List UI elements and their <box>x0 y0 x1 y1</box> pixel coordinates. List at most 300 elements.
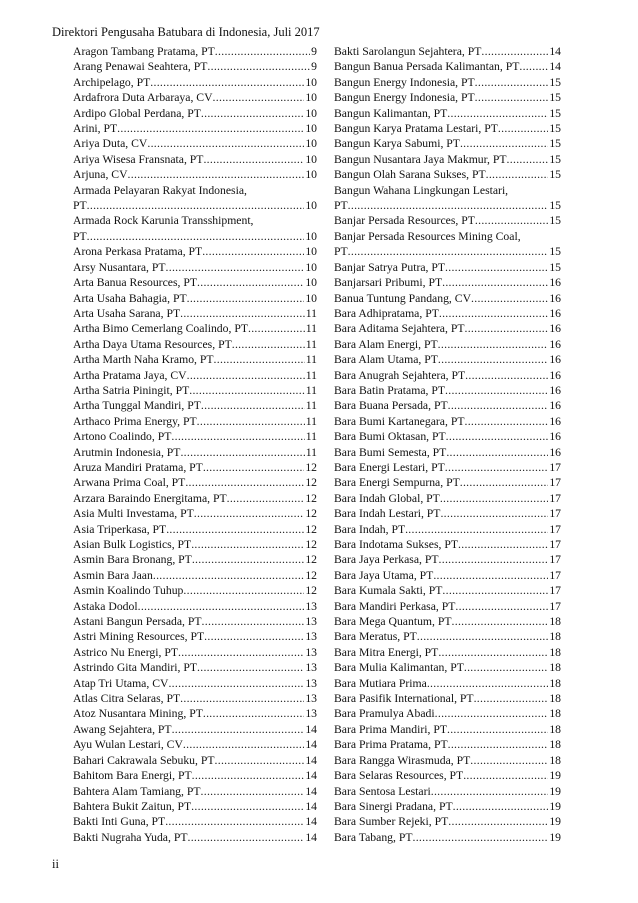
entry-page-number: 12 <box>305 568 317 582</box>
dot-leader <box>427 676 548 691</box>
entry-page-number: 15 <box>549 260 561 274</box>
entry-name: Bara Rangga Wirasmuda, PT <box>334 753 471 767</box>
index-column-left <box>73 44 317 845</box>
dot-leader <box>194 506 305 521</box>
entry-name: Atap Tri Utama, CV <box>73 676 169 690</box>
dot-leader <box>166 260 305 275</box>
index-entry <box>73 275 317 290</box>
entry-page-number: 16 <box>549 306 561 320</box>
dot-leader <box>455 599 548 614</box>
entry-name: Arang Penawai Seahtera, PT <box>73 60 208 74</box>
entry-name: Bara Indah Global, PT <box>334 491 440 505</box>
entry-page-number: 14 <box>305 799 317 813</box>
index-entry <box>73 799 317 814</box>
index-entry <box>73 445 317 460</box>
entry-name: Bangun Nusantara Jaya Makmur, PT <box>334 152 507 166</box>
entry-page-number: 13 <box>305 645 317 659</box>
entry-name: Astrico Nu Energi, PT <box>73 645 178 659</box>
index-entry <box>334 814 561 829</box>
page-header: Direktori Pengusaha Batubara di Indonesia, Juli 2017 <box>52 25 320 39</box>
dot-leader <box>448 814 548 829</box>
dot-leader <box>202 614 305 629</box>
dot-leader <box>453 799 549 814</box>
dot-leader <box>412 830 548 845</box>
index-entry <box>73 583 317 598</box>
dot-leader <box>481 44 548 59</box>
entry-name: Artha Daya Utama Resources, PT <box>73 337 232 351</box>
index-entry <box>73 59 317 74</box>
dot-leader <box>448 737 549 752</box>
entry-name-first-line: Armada Pelayaran Rakyat Indonesia, <box>73 183 247 197</box>
dot-leader <box>197 660 304 675</box>
index-entry <box>73 568 317 583</box>
entry-page-number: 12 <box>305 507 317 521</box>
entry-page-number: 18 <box>549 753 561 767</box>
entry-name: Arta Banua Resources, PT <box>73 276 197 290</box>
dot-leader <box>348 198 549 213</box>
dot-leader <box>202 244 304 259</box>
dot-leader <box>197 414 305 429</box>
entry-name: Bakti Sarolangun Sejahtera, PT <box>334 45 482 58</box>
entry-page-number: 15 <box>549 168 561 182</box>
entry-name: Artha Satria Piningit, PT <box>73 383 190 397</box>
index-entry <box>73 121 317 136</box>
dot-leader <box>153 568 304 583</box>
entry-page-number: 12 <box>305 584 317 598</box>
entry-name: Astri Mining Resources, PT <box>73 630 205 644</box>
dot-leader <box>433 568 548 583</box>
index-entry <box>73 753 317 768</box>
entry-name: Astaka Dodol <box>73 599 138 613</box>
entry-name: Banua Tuntung Pandang, CV <box>334 291 472 305</box>
entry-page-number: 16 <box>549 322 561 336</box>
index-entry <box>73 352 317 367</box>
index-entry <box>334 706 561 721</box>
entry-name: Arzara Baraindo Energitama, PT <box>73 491 227 505</box>
index-entry <box>334 645 561 660</box>
index-entry <box>334 152 561 167</box>
entry-name: Aragon Tambang Pratama, PT <box>73 45 215 58</box>
index-entry <box>73 629 317 644</box>
index-entry <box>334 429 561 444</box>
dot-leader <box>180 306 305 321</box>
dot-leader <box>438 352 548 367</box>
entry-page-number: 19 <box>549 815 561 829</box>
entry-page-number: 13 <box>305 661 317 675</box>
dot-leader <box>203 460 304 475</box>
index-entry <box>73 383 317 398</box>
entry-name: Arthaco Prima Energy, PT <box>73 414 197 428</box>
index-entry <box>334 106 561 121</box>
dot-leader <box>203 706 304 721</box>
index-entry <box>73 768 317 783</box>
index-entry <box>73 784 317 799</box>
entry-page-number: 10 <box>305 106 317 120</box>
entry-name: Artha Tunggal Mandiri, PT <box>73 399 201 413</box>
index-entry <box>334 768 561 783</box>
index-entry <box>334 722 561 737</box>
index-entry <box>73 152 317 167</box>
entry-name: Asmin Bara Bronang, PT <box>73 553 192 567</box>
index-entry <box>73 660 317 675</box>
dot-leader <box>248 321 305 336</box>
entry-page-number: 16 <box>549 337 561 351</box>
dot-leader <box>470 753 548 768</box>
index-entry <box>334 537 561 552</box>
entry-name: Bangun Olah Sarana Sukses, PT <box>334 168 486 182</box>
entry-page-number: 10 <box>305 122 317 136</box>
index-entry <box>73 75 317 90</box>
dot-leader <box>192 552 305 567</box>
entry-name: PT <box>334 199 348 213</box>
entry-page-number: 18 <box>549 615 561 629</box>
index-entry <box>334 136 561 151</box>
entry-name: Bakti Inti Guna, PT <box>73 815 166 829</box>
entry-name: Awang Sejahtera, PT <box>73 722 172 736</box>
index-entry <box>73 260 317 275</box>
entry-page-number: 11 <box>305 306 317 320</box>
entry-page-number: 16 <box>549 430 561 444</box>
entry-name: Asmin Bara Jaan <box>73 568 153 582</box>
index-entry <box>334 784 561 799</box>
entry-page-number: 17 <box>549 584 561 598</box>
entry-name: Archipelago, PT <box>73 75 151 89</box>
index-entry <box>73 737 317 752</box>
dot-leader <box>438 337 549 352</box>
entry-name: Bara Bumi Kartanegara, PT <box>334 414 465 428</box>
index-entry <box>334 229 561 260</box>
dot-leader <box>405 522 548 537</box>
entry-page-number: 11 <box>305 368 317 382</box>
entry-page-number: 10 <box>305 75 317 89</box>
dot-leader <box>474 691 549 706</box>
entry-name: Arona Perkasa Pratama, PT <box>73 245 203 259</box>
entry-name-first-line: Armada Rock Karunia Transshipment, <box>73 214 254 228</box>
dot-leader <box>439 306 548 321</box>
dot-leader <box>214 352 305 367</box>
index-entry <box>334 568 561 583</box>
page-number: ii <box>52 857 59 871</box>
index-entry <box>73 337 317 352</box>
entry-name: Bara Energi Sempurna, PT <box>334 476 460 490</box>
index-entry <box>334 321 561 336</box>
entry-page-number: 16 <box>549 276 561 290</box>
index-entry <box>73 244 317 259</box>
entry-page-number: 15 <box>549 75 561 89</box>
index-entry <box>334 614 561 629</box>
dot-leader <box>460 475 549 490</box>
entry-name: Arjuna, CV <box>73 168 128 182</box>
entry-name: Arini, PT <box>73 122 118 136</box>
entry-page-number: 17 <box>549 507 561 521</box>
entry-name: PT <box>334 245 348 259</box>
entry-name: Banjar Persada Resources, PT <box>334 214 475 228</box>
entry-page-number: 11 <box>305 322 317 336</box>
index-entry <box>73 106 317 121</box>
index-entry <box>73 645 317 660</box>
entry-page-number: 17 <box>549 553 561 567</box>
entry-page-number: 11 <box>305 445 317 459</box>
entry-page-number: 10 <box>305 229 317 243</box>
index-entry <box>334 460 561 475</box>
dot-leader <box>180 445 304 460</box>
entry-name: Atoz Nusantara Mining, PT <box>73 707 203 721</box>
entry-page-number: 11 <box>305 383 317 397</box>
dot-leader <box>486 167 549 182</box>
dot-leader <box>498 121 548 136</box>
dot-leader <box>191 537 304 552</box>
dot-leader <box>227 491 305 506</box>
dot-leader <box>446 429 549 444</box>
entry-name: Ariya Wisesa Fransnata, PT <box>73 152 204 166</box>
entry-name: Bara Mutiara Prima <box>334 676 427 690</box>
entry-page-number: 16 <box>549 383 561 397</box>
entry-name: Bahari Cakrawala Sebuku, PT <box>73 753 215 767</box>
dot-leader <box>185 475 304 490</box>
entry-page-number: 15 <box>549 137 561 151</box>
index-entry <box>334 75 561 90</box>
entry-page-number: 16 <box>549 445 561 459</box>
entry-name: Artha Pratama Jaya, CV <box>73 368 187 382</box>
entry-page-number: 15 <box>549 245 561 259</box>
index-entry <box>73 676 317 691</box>
index-entry <box>334 121 561 136</box>
entry-name: Bara Indah Lestari, PT <box>334 507 441 521</box>
dot-leader <box>431 784 549 799</box>
entry-name: Asia Triperkasa, PT <box>73 522 167 536</box>
entry-page-number: 10 <box>305 152 317 166</box>
index-entry <box>73 429 317 444</box>
dot-leader <box>201 784 305 799</box>
entry-name: Bara Tabang, PT <box>334 830 413 844</box>
entry-page-number: 14 <box>305 784 317 798</box>
entry-name: Bahtera Bukit Zaitun, PT <box>73 799 192 813</box>
entry-name: Astani Bangun Persada, PT <box>73 615 202 629</box>
dot-leader <box>447 722 548 737</box>
dot-leader <box>440 491 549 506</box>
dot-leader <box>168 676 304 691</box>
index-entry <box>73 491 317 506</box>
entry-page-number: 15 <box>549 152 561 166</box>
entry-page-number: 17 <box>549 522 561 536</box>
entry-page-number: 16 <box>549 399 561 413</box>
entry-name: Bara Jaya Perkasa, PT <box>334 553 439 567</box>
entry-page-number: 15 <box>549 122 561 136</box>
index-entry <box>334 522 561 537</box>
index-entry <box>73 90 317 105</box>
entry-name: Bara Sumber Rejeki, PT <box>334 815 449 829</box>
entry-name: PT <box>73 199 87 213</box>
index-entry <box>73 136 317 151</box>
index-entry <box>73 414 317 429</box>
entry-page-number: 11 <box>305 414 317 428</box>
entry-page-number: 19 <box>549 769 561 783</box>
entry-name: Bara Indotama Sukses, PT <box>334 538 458 551</box>
index-entry <box>334 352 561 367</box>
dot-leader <box>464 660 548 675</box>
entry-name: Ayu Wulan Lestari, CV <box>73 738 183 752</box>
entry-page-number: 18 <box>549 630 561 644</box>
entry-page-number: 11 <box>305 353 317 367</box>
entry-page-number: 13 <box>305 676 317 690</box>
entry-name: Arta Usaha Bahagia, PT <box>73 291 187 305</box>
dot-leader <box>438 645 548 660</box>
index-entry <box>73 460 317 475</box>
index-entry <box>73 291 317 306</box>
dot-leader <box>460 136 548 151</box>
index-entry <box>334 583 561 598</box>
entry-name: Bangun Energy Indonesia, PT <box>334 91 475 105</box>
dot-leader <box>507 152 549 167</box>
dot-leader <box>446 445 548 460</box>
entry-page-number: 13 <box>305 599 317 613</box>
index-entry <box>334 445 561 460</box>
dot-leader <box>215 44 310 59</box>
index-entry <box>73 522 317 537</box>
entry-page-number: 12 <box>305 476 317 490</box>
entry-page-number: 19 <box>549 784 561 798</box>
dot-leader <box>183 737 304 752</box>
entry-name: Bara Mega Quantum, PT <box>334 615 452 629</box>
dot-leader <box>172 722 305 737</box>
entry-page-number: 13 <box>305 615 317 629</box>
entry-page-number: 15 <box>549 106 561 120</box>
entry-page-number: 12 <box>305 538 317 551</box>
dot-leader <box>464 321 548 336</box>
dot-leader <box>475 213 548 228</box>
index-entry <box>73 183 317 214</box>
dot-leader <box>128 167 305 182</box>
entry-name: Ardafrora Duta Arbaraya, CV <box>73 91 213 105</box>
index-entry <box>334 398 561 413</box>
index-entry <box>334 306 561 321</box>
index-entry <box>73 167 317 182</box>
entry-name: Bahtera Alam Tamiang, PT <box>73 784 201 798</box>
index-entry <box>334 737 561 752</box>
dot-leader <box>147 136 304 151</box>
dot-leader <box>215 753 305 768</box>
entry-name: Bakti Nugraha Yuda, PT <box>73 830 188 844</box>
index-entry <box>334 414 561 429</box>
dot-leader <box>187 291 305 306</box>
entry-name: Bara Selaras Resources, PT <box>334 769 464 783</box>
dot-leader <box>165 814 304 829</box>
entry-name: Ardipo Global Perdana, PT <box>73 106 201 120</box>
entry-name: Arsy Nusantara, PT <box>73 260 166 274</box>
index-entry <box>334 629 561 644</box>
index-entry <box>334 90 561 105</box>
entry-name: Bangun Kalimantan, PT <box>334 106 448 120</box>
index-entry <box>73 830 317 845</box>
index-entry <box>334 383 561 398</box>
dot-leader <box>464 414 548 429</box>
dot-leader <box>447 106 548 121</box>
dot-leader <box>463 768 548 783</box>
entry-page-number: 14 <box>305 722 317 736</box>
dot-leader <box>452 614 549 629</box>
dot-leader <box>192 768 305 783</box>
entry-name-first-line: Banjar Persada Resources Mining Coal, <box>334 229 521 243</box>
index-entry <box>334 753 561 768</box>
dot-leader <box>445 260 548 275</box>
dot-leader <box>197 275 304 290</box>
entry-page-number: 14 <box>549 60 561 74</box>
entry-name: Atlas Citra Selaras, PT <box>73 692 181 706</box>
entry-name: Bangun Banua Persada Kalimantan, PT <box>334 60 520 74</box>
dot-leader <box>171 429 304 444</box>
entry-name: Bara Mitra Energi, PT <box>334 645 439 659</box>
index-entry <box>73 213 317 244</box>
entry-name: PT <box>73 229 87 243</box>
entry-page-number: 16 <box>549 414 561 428</box>
entry-name: Ariya Duta, CV <box>73 137 148 151</box>
entry-page-number: 19 <box>549 799 561 813</box>
dot-leader <box>187 368 305 383</box>
entry-name: Bara Buana Persada, PT <box>334 399 448 413</box>
index-entry <box>334 691 561 706</box>
entry-page-number: 11 <box>305 430 317 444</box>
entry-name: Bara Pasifik International, PT <box>334 692 474 706</box>
entry-page-number: 18 <box>549 692 561 706</box>
dot-leader <box>150 75 304 90</box>
dot-leader <box>465 368 548 383</box>
index-entry <box>73 722 317 737</box>
dot-leader <box>166 522 304 537</box>
index-entry <box>334 552 561 567</box>
entry-name: Bara Bumi Oktasan, PT <box>334 430 446 444</box>
entry-name: Bara Kumala Sakti, PT <box>334 584 443 598</box>
dot-leader <box>348 244 549 259</box>
dot-leader <box>519 59 548 74</box>
dot-leader <box>475 90 549 105</box>
dot-leader <box>204 629 304 644</box>
entry-page-number: 15 <box>549 199 561 213</box>
entry-page-number: 14 <box>305 753 317 767</box>
entry-page-number: 10 <box>305 276 317 290</box>
index-entry <box>334 491 561 506</box>
index-entry <box>334 44 561 59</box>
dot-leader <box>435 706 549 721</box>
dot-leader <box>178 645 304 660</box>
dot-leader <box>448 398 549 413</box>
entry-name: Artono Coalindo, PT <box>73 430 172 444</box>
entry-page-number: 16 <box>549 368 561 382</box>
entry-page-number: 17 <box>549 491 561 505</box>
entry-page-number: 12 <box>305 522 317 536</box>
entry-name: Bara Mandiri Perkasa, PT <box>334 599 456 613</box>
entry-page-number: 10 <box>305 199 317 213</box>
index-entry <box>334 660 561 675</box>
entry-name: Bara Indah, PT <box>334 522 406 536</box>
dot-leader <box>417 629 549 644</box>
entry-name: Bara Prima Mandiri, PT <box>334 722 447 736</box>
dot-leader <box>87 229 305 244</box>
index-entry <box>73 552 317 567</box>
index-entry <box>73 368 317 383</box>
entry-page-number: 17 <box>549 538 561 551</box>
index-entry <box>73 44 317 59</box>
entry-page-number: 9 <box>311 45 317 58</box>
entry-page-number: 15 <box>549 91 561 105</box>
entry-page-number: 14 <box>549 45 561 58</box>
entry-name: Bahitom Bara Energi, PT <box>73 769 192 783</box>
entry-name: Bangun Karya Pratama Lestari, PT <box>334 122 498 136</box>
index-entry <box>73 321 317 336</box>
index-entry <box>334 291 561 306</box>
index-entry <box>73 475 317 490</box>
index-entry <box>334 475 561 490</box>
entry-name: Bara Batin Pratama, PT <box>334 383 446 397</box>
